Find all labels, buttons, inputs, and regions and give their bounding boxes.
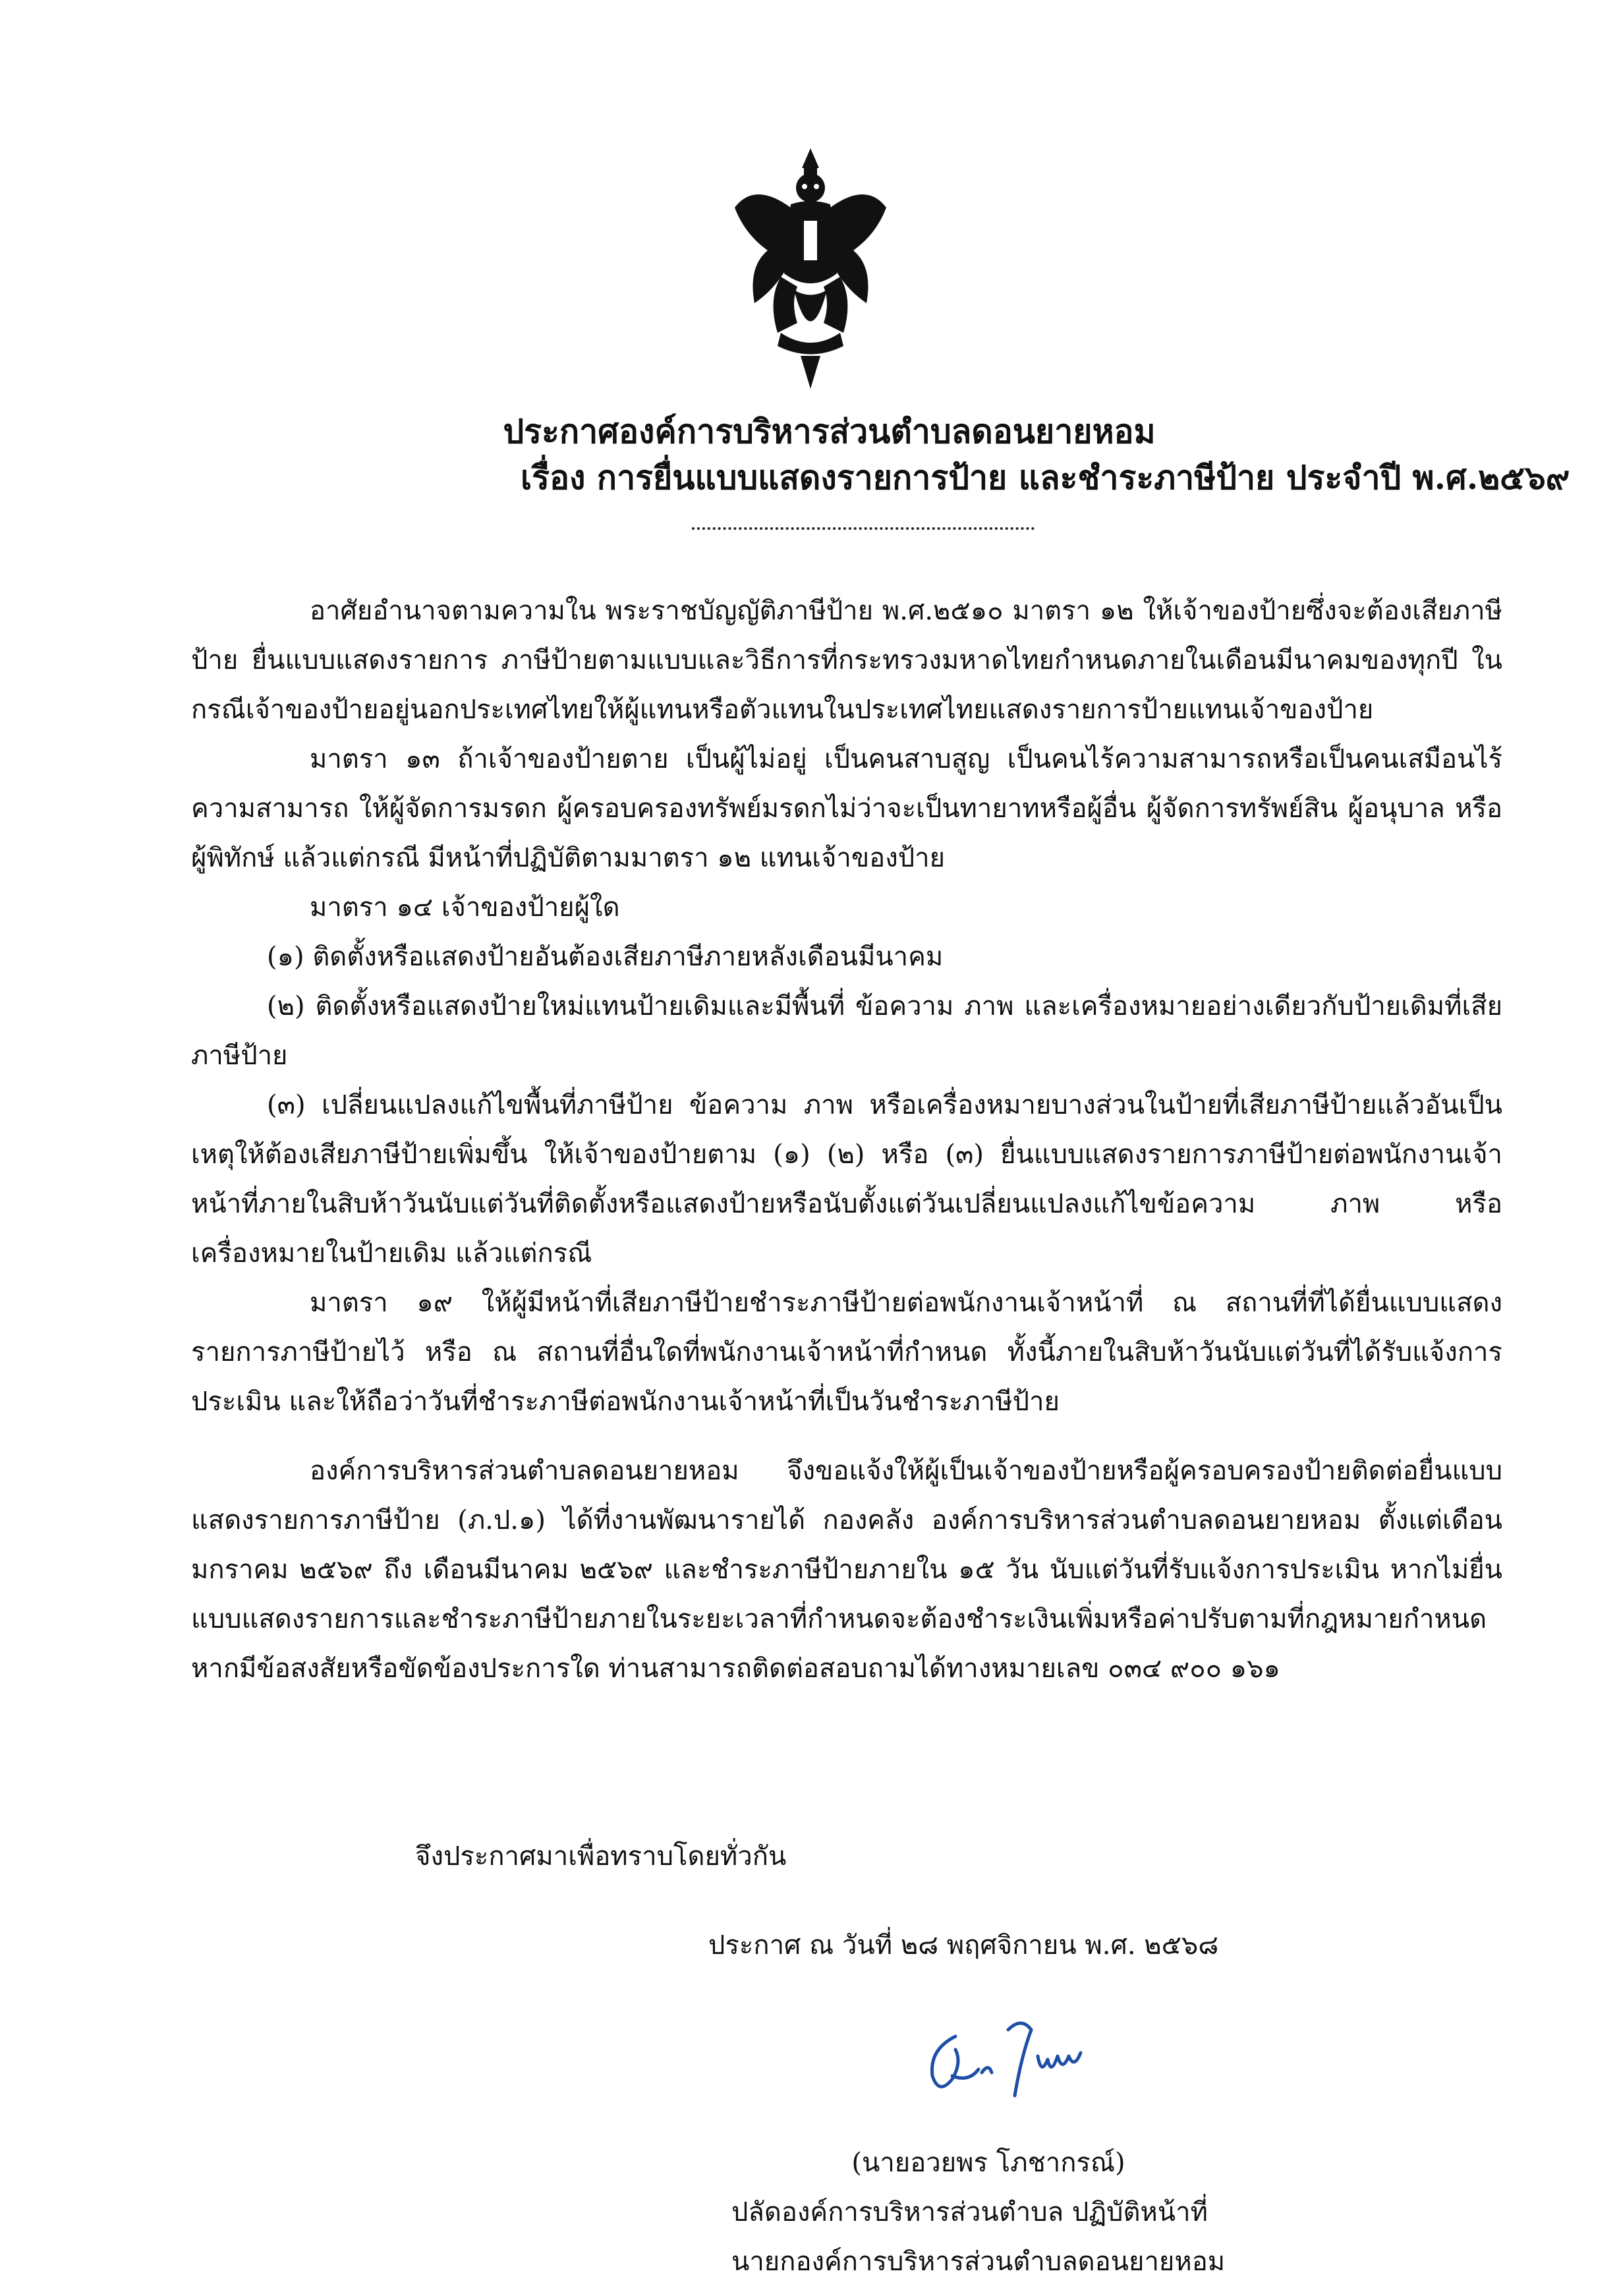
- list-item-2: (๒) ติดตั้งหรือแสดงป้ายใหม่แทนป้ายเดิมและมีพื้นที่ ข้อความ ภาพ และเครื่องหมายอย่างเดียวกับป้ายเดิมที่เสียภาษีป้าย: [191, 991, 1502, 1071]
- announcement-subject: เรื่อง การยื่นแบบแสดงรายการป้าย และชำระภาษีป้าย ประจำปี พ.ศ.๒๕๖๙: [521, 458, 1570, 497]
- announcement-date: ประกาศ ณ วันที่ ๒๘ พฤศจิกายน พ.ศ. ๒๕๖๘: [708, 1930, 1219, 1961]
- paragraph-section-13: มาตรา ๑๓ ถ้าเจ้าของป้ายตาย เป็นผู้ไม่อยู่ เป็นคนสาบสูญ เป็นคนไร้ความสามารถหรือเป็นคนเสมือนไร้ความสามารถ ให้ผู้จัดการมรดก ผู้ครอบครองทรัพย์มรดกไม่ว่าจะเป็นทายาทหรือผู้อื่น ผู้จัดการทรัพย์สิน ผู้อนุบาล หรือผู้พิทักษ์ แล้วแต่กรณี มีหน้าที่ปฏิบัติตามมาตรา ๑๒ แทนเจ้าของป้าย: [191, 744, 1502, 873]
- dotted-divider: [692, 527, 1035, 530]
- signature-block: [731, 2138, 1245, 2287]
- handwritten-signature: [916, 2010, 1114, 2102]
- signer-name: (นายอวยพร โภชากรณ์): [851, 2148, 1125, 2178]
- announcement-header: [0, 409, 1619, 501]
- paragraph-notice: องค์การบริหารส่วนตำบลดอนยายหอม จึงขอแจ้งให้ผู้เป็นเจ้าของป้ายหรือผู้ครอบครองป้ายติดต่อยื่นแบบแสดงรายการภาษีป้าย (ภ.ป.๑) ได้ที่งานพัฒนารายได้ กองคลัง องค์การบริหารส่วนตำบลดอนยายหอม ตั้งแต่เดือนมกราคม ๒๕๖๙ ถึง เดือนมีนาคม ๒๕๖๙ และชำระภาษีป้ายภายใน ๑๕ วัน นับแต่วันที่รับแจ้งการประเมิน หากไม่ยื่นแบบแสดงรายการและชำระภาษีป้ายภายในระยะเวลาที่กำหนดจะต้องชำระเงินเพิ่มหรือค่าปรับตามที่กฎหมายกำหนด หากมีข้อสงสัยหรือขัดข้องประการใด ท่านสามารถติดต่อสอบถามได้ทางหมายเลข ๐๓๔ ๙๐๐ ๑๖๑: [191, 1456, 1502, 1684]
- list-item-3: (๓) เปลี่ยนแปลงแก้ไขพื้นที่ภาษีป้าย ข้อความ ภาพ หรือเครื่องหมายบางส่วนในป้ายที่เสียภาษีป้ายแล้วอันเป็นเหตุให้ต้องเสียภาษีป้ายเพิ่มขึ้น ให้เจ้าของป้ายตาม (๑) (๒) หรือ (๓) ยื่นแบบแสดงรายการภาษีป้ายต่อพนักงานเจ้าหน้าที่ภายในสิบห้าวันนับแต่วันที่ติดตั้งหรือแสดงป้ายหรือนับตั้งแต่วันเปลี่ยนแปลงแก้ไขข้อความ ภาพ หรือเครื่องหมายในป้ายเดิม แล้วแต่กรณี: [191, 1090, 1502, 1269]
- paragraph-section-12: อาศัยอำนาจตามความใน พระราชบัญญัติภาษีป้าย พ.ศ.๒๕๑๐ มาตรา ๑๒ ให้เจ้าของป้ายซึ่งจะต้องเสียภาษีป้าย ยื่นแบบแสดงรายการ ภาษีป้ายตามแบบและวิธีการที่กระทรวงมหาดไทยกำหนดภายในเดือนมีนาคมของทุกปี ในกรณีเจ้าของป้ายอยู่นอกประเทศไทยให้ผู้แทนหรือตัวแทนในประเทศไทยแสดงรายการป้ายแทนเจ้าของป้าย: [191, 596, 1502, 725]
- signer-position-1: ปลัดองค์การบริหารส่วนตำบล ปฏิบัติหน้าที่: [731, 2197, 1208, 2227]
- signer-position-2: นายกองค์การบริหารส่วนตำบลดอนยายหอม: [731, 2247, 1226, 2277]
- announcement-title: ประกาศองค์การบริหารส่วนตำบลดอนยายหอม: [503, 412, 1156, 451]
- announcement-body: [191, 587, 1502, 1694]
- list-item-1: (๑) ติดตั้งหรือแสดงป้ายอันต้องเสียภาษีภายหลังเดือนมีนาคม: [267, 942, 944, 972]
- garuda-emblem-icon: [728, 135, 893, 392]
- paragraph-section-14: มาตรา ๑๔ เจ้าของป้ายผู้ใด: [310, 892, 620, 923]
- closing-line: จึงประกาศมาเพื่อทราบโดยทั่วกัน: [415, 1841, 787, 1872]
- paragraph-section-19: มาตรา ๑๙ ให้ผู้มีหน้าที่เสียภาษีป้ายชำระภาษีป้ายต่อพนักงานเจ้าหน้าที่ ณ สถานที่ที่ได้ยื่นแบบแสดงรายการภาษีป้ายไว้ หรือ ณ สถานที่อื่นใดที่พนักงานเจ้าหน้าที่กำหนด ทั้งนี้ภายในสิบห้าวันนับแต่วันที่ได้รับแจ้งการประเมิน และให้ถือว่าวันที่ชำระภาษีต่อพนักงานเจ้าหน้าที่เป็นวันชำระภาษีป้าย: [191, 1288, 1502, 1417]
